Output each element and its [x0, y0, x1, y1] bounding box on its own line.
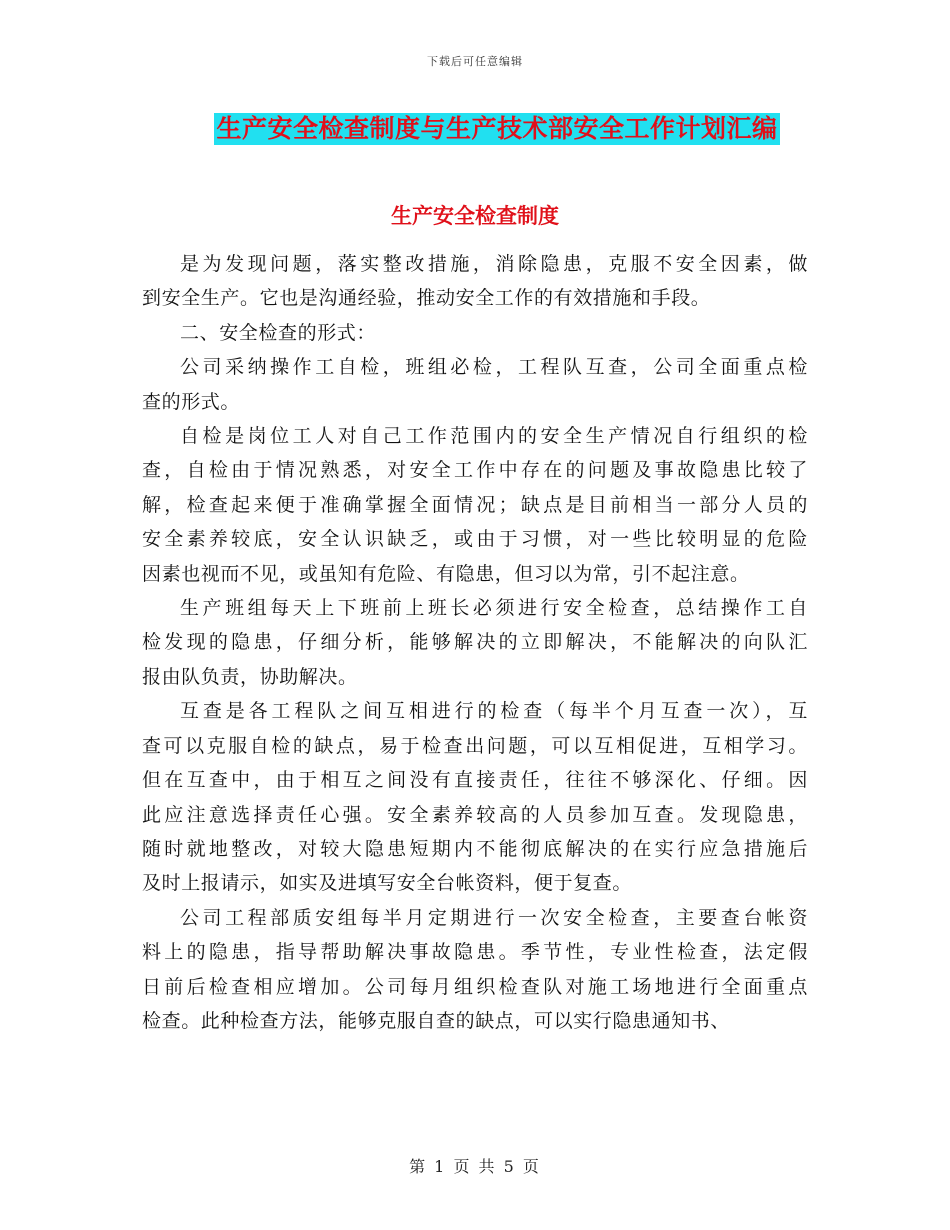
paragraph-line: 随时就地整改，对较大隐患短期内不能彻底解决的在实行应急措施后	[142, 837, 808, 860]
paragraph-line: 解，检查起来便于准确掌握全面情况；缺点是目前相当一部分人员的	[142, 493, 808, 516]
paragraph-line: 公司采纳操作工自检，班组必检，工程队互查，公司全面重点检	[180, 356, 808, 379]
paragraph-line: 检发现的隐患，仔细分析，能够解决的立即解决，不能解决的向队汇	[142, 631, 808, 654]
paragraph-line: 料上的隐患，指导帮助解决事故隐患。季节性，专业性检查，法定假	[142, 941, 808, 964]
paragraph	[142, 316, 808, 350]
paragraph	[142, 591, 808, 694]
page-footer: 第 1 页 共 5 页	[409, 1157, 541, 1176]
paragraph-line: 因素也视而不见，或虽知有危险、有隐患，但习以为常，引不起注意。	[142, 562, 750, 585]
header-note: 下载后可任意编辑	[427, 55, 523, 68]
paragraph-line: 公司工程部质安组每半月定期进行一次安全检查，主要查台帐资	[180, 906, 808, 929]
main-title: 生产安全检查制度与生产技术部安全工作计划汇编	[216, 114, 778, 143]
document-body	[142, 247, 808, 1038]
paragraph-line: 及时上报请示，如实及进填写安全台帐资料，便于复查。	[142, 872, 633, 895]
paragraph-line: 到安全生产。它也是沟通经验，推动安全工作的有效措施和手段。	[142, 287, 711, 310]
paragraph	[142, 350, 808, 419]
paragraph-line: 查的形式。	[142, 390, 241, 413]
paragraph-line: 互查是各工程队之间互相进行的检查（每半个月互查一次），互	[180, 700, 808, 723]
paragraph-line: 是为发现问题，落实整改措施，消除隐患，克服不安全因素，做	[180, 253, 808, 275]
paragraph-line: 查，自检由于情况熟悉，对安全工作中存在的问题及事故隐患比较了	[142, 459, 808, 482]
paragraph-line: 但在互查中，由于相互之间没有直接责任，往往不够深化、仔细。因	[142, 769, 808, 792]
paragraph-line: 此应注意选择责任心强。安全素养较高的人员参加互查。发现隐患，	[142, 803, 808, 826]
paragraph-line: 查可以克服自检的缺点，易于检查出问题，可以互相促进，互相学习。	[142, 734, 808, 757]
section-title: 生产安全检查制度	[391, 204, 559, 228]
paragraph	[142, 901, 808, 1039]
paragraph-line: 自检是岗位工人对自己工作范围内的安全生产情况自行组织的检	[180, 425, 808, 448]
paragraph-line: 检查。此种检查方法，能够克服自查的缺点，可以实行隐患通知书、	[142, 1009, 731, 1032]
paragraph	[142, 419, 808, 591]
main-title-wrapper	[0, 113, 950, 145]
paragraph-line: 报由队负责，协助解决。	[142, 665, 358, 688]
paragraph-line: 日前后检查相应增加。公司每月组织检查队对施工场地进行全面重点	[142, 975, 808, 998]
paragraph-line: 二、安全检查的形式：	[180, 321, 377, 344]
paragraph	[142, 247, 808, 316]
paragraph-line: 生产班组每天上下班前上班长必须进行安全检查，总结操作工自	[180, 597, 808, 620]
paragraph	[142, 694, 808, 900]
paragraph-line: 安全素养较底，安全认识缺乏，或由于习惯，对一些比较明显的危险	[142, 528, 808, 551]
